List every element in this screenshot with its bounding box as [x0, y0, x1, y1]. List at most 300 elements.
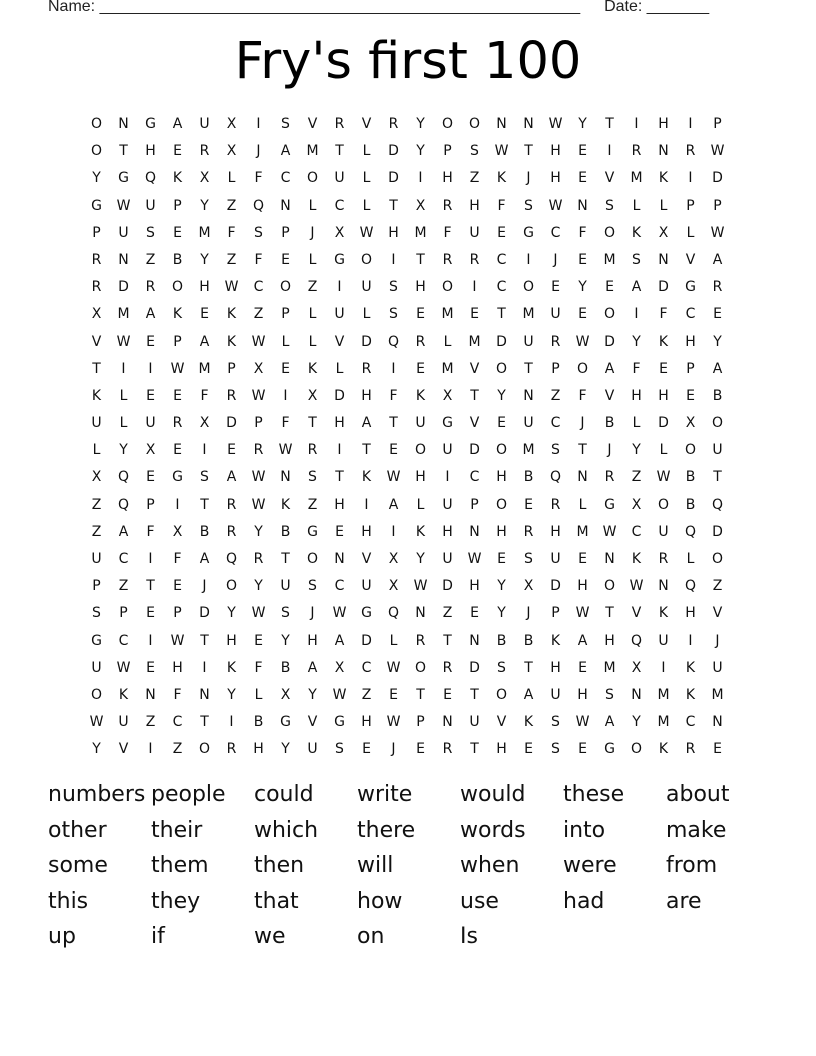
grid-letter: P	[173, 197, 182, 214]
grid-letter: K	[685, 659, 696, 676]
grid-letter: M	[198, 360, 211, 377]
grid-letter: S	[281, 605, 290, 622]
grid-letter: P	[119, 605, 128, 622]
grid-letter: E	[173, 224, 182, 241]
word-list-item: their	[151, 817, 203, 843]
grid-letter: K	[91, 387, 102, 404]
grid-letter: I	[148, 360, 153, 377]
word-list	[48, 780, 769, 958]
grid-letter: P	[551, 605, 560, 622]
grid-letter: F	[578, 224, 587, 241]
grid-letter: O	[468, 116, 481, 132]
grid-letter: T	[443, 632, 452, 649]
grid-letter: I	[391, 523, 396, 540]
grid-letter: E	[578, 251, 587, 268]
grid-letter: G	[172, 469, 183, 486]
grid-letter: R	[226, 741, 237, 758]
grid-letter: I	[418, 170, 423, 187]
grid-letter: E	[146, 605, 155, 622]
grid-letter: H	[415, 469, 426, 486]
grid-letter: T	[308, 415, 317, 432]
grid-letter: H	[469, 578, 480, 595]
grid-letter: I	[445, 469, 450, 486]
grid-letter: S	[200, 469, 209, 486]
grid-letter: T	[200, 496, 209, 513]
grid-letter: S	[254, 224, 263, 241]
grid-letter: V	[469, 360, 480, 377]
grid-letter: I	[121, 360, 126, 377]
grid-letter: S	[551, 442, 560, 459]
grid-letter: C	[631, 523, 642, 540]
grid-letter: F	[281, 415, 290, 432]
grid-letter: R	[442, 251, 453, 268]
grid-letter: S	[551, 714, 560, 731]
grid-letter: E	[200, 306, 209, 323]
grid-letter: B	[523, 469, 534, 486]
grid-letter: U	[550, 686, 561, 703]
grid-letter: E	[173, 143, 182, 160]
grid-letter: R	[523, 523, 534, 540]
grid-letter: I	[607, 143, 612, 160]
grid-letter: T	[524, 659, 533, 676]
grid-letter: O	[414, 442, 427, 459]
grid-letter: X	[199, 415, 210, 432]
grid-letter: Y	[254, 578, 263, 595]
grid-letter: I	[391, 360, 396, 377]
word-list-item: there	[357, 817, 416, 843]
grid-letter: Y	[227, 605, 236, 622]
grid-letter: M	[468, 333, 481, 350]
grid-letter: Q	[144, 170, 157, 187]
grid-letter: V	[496, 714, 507, 731]
grid-letter: V	[631, 605, 642, 622]
grid-letter: H	[172, 659, 183, 676]
grid-letter: Z	[145, 714, 156, 731]
grid-letter: N	[415, 605, 426, 622]
grid-letter: D	[361, 632, 372, 649]
grid-letter: Y	[200, 251, 209, 268]
grid-letter: F	[443, 224, 452, 241]
grid-letter: E	[578, 551, 587, 567]
grid-letter: R	[685, 741, 696, 758]
grid-letter: W	[575, 714, 590, 731]
grid-letter: E	[470, 306, 479, 323]
grid-letter: I	[148, 632, 153, 649]
grid-letter: R	[442, 197, 453, 214]
grid-letter: R	[442, 741, 453, 758]
grid-letter: H	[685, 605, 696, 622]
grid-letter: R	[388, 116, 399, 132]
date-label: Date:	[604, 0, 643, 15]
grid-letter: K	[658, 605, 669, 622]
grid-letter: U	[91, 415, 102, 432]
grid-letter: D	[118, 279, 129, 296]
grid-letter: Z	[226, 251, 237, 268]
grid-letter: R	[415, 632, 426, 649]
grid-letter: X	[145, 442, 156, 459]
grid-letter: E	[659, 360, 668, 377]
grid-letter: R	[469, 251, 480, 268]
grid-letter: E	[281, 251, 290, 268]
grid-letter: T	[200, 714, 209, 731]
grid-letter: Q	[117, 496, 130, 513]
grid-letter: Y	[632, 442, 641, 459]
grid-letter: S	[524, 197, 533, 214]
grid-letter: Y	[227, 686, 236, 703]
grid-letter: W	[116, 333, 131, 350]
grid-letter: S	[335, 741, 344, 758]
grid-letter: H	[361, 714, 372, 731]
grid-letter: R	[145, 279, 156, 296]
grid-letter: S	[524, 551, 533, 567]
grid-letter: N	[577, 197, 588, 214]
grid-letter: B	[280, 659, 291, 676]
grid-letter: K	[172, 306, 183, 323]
word-list-item: them	[151, 853, 209, 879]
date-blank: _______	[646, 0, 710, 15]
grid-letter: R	[712, 279, 723, 296]
grid-letter: O	[90, 143, 103, 160]
grid-letter: C	[550, 415, 561, 432]
grid-letter: T	[470, 686, 479, 703]
grid-letter: P	[551, 360, 560, 377]
grid-letter: U	[91, 551, 102, 567]
grid-letter: P	[281, 224, 290, 241]
grid-letter: R	[631, 143, 642, 160]
word-list-item: would	[460, 782, 526, 807]
grid-letter: M	[603, 659, 616, 676]
grid-letter: L	[659, 442, 668, 459]
grid-letter: A	[631, 279, 642, 296]
grid-letter: I	[256, 116, 261, 132]
grid-letter: M	[576, 523, 589, 540]
grid-letter: V	[712, 605, 723, 622]
grid-letter: Q	[252, 197, 265, 214]
grid-letter: H	[604, 632, 615, 649]
grid-letter: T	[389, 415, 398, 432]
grid-letter: J	[310, 224, 315, 241]
grid-letter: E	[281, 360, 290, 377]
grid-letter: O	[90, 686, 103, 703]
grid-letter: T	[389, 197, 398, 214]
word-list-item: if	[151, 924, 165, 950]
grid-letter: D	[388, 170, 399, 187]
grid-letter: E	[578, 741, 587, 758]
grid-letter: D	[712, 523, 723, 540]
grid-letter: Z	[172, 741, 183, 758]
grid-letter: X	[631, 496, 642, 513]
grid-letter: F	[659, 306, 668, 323]
grid-letter: K	[415, 523, 426, 540]
grid-letter: M	[441, 360, 454, 377]
grid-letter: L	[308, 306, 317, 323]
grid-letter: U	[415, 415, 426, 432]
grid-letter: N	[496, 116, 507, 132]
grid-letter: I	[202, 659, 207, 676]
grid-letter: U	[550, 551, 561, 567]
grid-letter: Q	[225, 551, 238, 567]
grid-letter: N	[631, 686, 642, 703]
grid-letter: R	[334, 116, 345, 132]
grid-letter: W	[170, 632, 185, 649]
grid-letter: X	[307, 387, 318, 404]
grid-letter: N	[118, 251, 129, 268]
grid-letter: F	[146, 523, 155, 540]
grid-letter: R	[307, 442, 318, 459]
grid-letter: W	[710, 143, 725, 160]
grid-letter: O	[90, 116, 103, 132]
grid-letter: W	[278, 442, 293, 459]
grid-letter: Z	[307, 279, 318, 296]
grid-letter: R	[226, 523, 237, 540]
grid-letter: K	[280, 496, 291, 513]
grid-letter: L	[227, 170, 236, 187]
grid-letter: P	[281, 306, 290, 323]
grid-letter: D	[658, 415, 669, 432]
grid-letter: T	[362, 442, 371, 459]
grid-letter: G	[145, 116, 156, 132]
grid-letter: U	[91, 659, 102, 676]
grid-letter: A	[604, 714, 615, 731]
grid-letter: H	[388, 224, 399, 241]
grid-letter: B	[685, 496, 696, 513]
grid-letter: I	[229, 714, 234, 731]
name-label: Name:	[48, 0, 96, 15]
grid-letter: K	[226, 659, 237, 676]
grid-letter: I	[688, 632, 693, 649]
grid-letter: V	[361, 551, 372, 567]
grid-letter: J	[580, 415, 585, 432]
grid-letter: X	[334, 224, 345, 241]
grid-letter: T	[497, 306, 506, 323]
grid-letter: J	[310, 605, 315, 622]
grid-letter: D	[226, 415, 237, 432]
grid-letter: O	[711, 551, 724, 567]
grid-letter: Y	[200, 197, 209, 214]
grid-letter: I	[148, 551, 153, 567]
grid-letter: H	[658, 387, 669, 404]
grid-letter: Q	[549, 469, 562, 486]
grid-letter: V	[361, 116, 372, 132]
grid-letter: I	[526, 251, 531, 268]
grid-letter: L	[632, 415, 641, 432]
grid-letter: D	[199, 605, 210, 622]
grid-letter: W	[251, 333, 266, 350]
grid-letter: S	[389, 279, 398, 296]
grid-letter: Z	[307, 496, 318, 513]
grid-letter: O	[576, 360, 589, 377]
grid-letter: L	[119, 415, 128, 432]
grid-letter: U	[523, 333, 534, 350]
grid-letter: X	[91, 306, 102, 323]
grid-letter: U	[658, 523, 669, 540]
grid-letter: L	[362, 306, 371, 323]
grid-letter: P	[713, 116, 722, 132]
grid-letter: Y	[578, 279, 587, 296]
grid-letter: H	[685, 333, 696, 350]
grid-letter: O	[603, 578, 616, 595]
grid-letter: W	[386, 469, 401, 486]
grid-letter: E	[362, 741, 371, 758]
grid-letter: Z	[91, 523, 102, 540]
grid-letter: R	[550, 333, 561, 350]
grid-letter: Z	[469, 170, 480, 187]
grid-letter: N	[442, 714, 453, 731]
grid-letter: C	[685, 714, 696, 731]
grid-letter: N	[469, 523, 480, 540]
grid-letter: D	[712, 170, 723, 187]
grid-letter: G	[334, 251, 345, 268]
grid-letter: H	[658, 116, 669, 132]
grid-letter: U	[442, 551, 453, 567]
grid-letter: A	[712, 360, 723, 377]
grid-letter: R	[253, 551, 264, 567]
grid-letter: H	[361, 387, 372, 404]
grid-letter: E	[470, 605, 479, 622]
grid-letter: U	[523, 415, 534, 432]
grid-letter: U	[145, 415, 156, 432]
grid-letter: A	[226, 469, 237, 486]
grid-letter: T	[470, 741, 479, 758]
grid-letter: G	[442, 415, 453, 432]
word-list-item: about	[666, 782, 730, 807]
grid-letter: A	[172, 116, 183, 132]
grid-letter: T	[92, 360, 101, 377]
grid-letter: G	[91, 197, 102, 214]
grid-letter: R	[658, 551, 669, 567]
grid-letter: E	[416, 360, 425, 377]
grid-letter: L	[308, 333, 317, 350]
grid-letter: H	[577, 578, 588, 595]
grid-letter: N	[658, 143, 669, 160]
grid-letter: B	[199, 523, 210, 540]
grid-letter: O	[225, 578, 238, 595]
grid-letter: N	[712, 714, 723, 731]
grid-letter: Z	[226, 197, 237, 214]
page-title: Fry's first 100	[234, 32, 582, 91]
grid-letter: O	[171, 279, 184, 296]
grid-letter: U	[307, 741, 318, 758]
grid-letter: T	[713, 469, 722, 486]
grid-letter: H	[361, 523, 372, 540]
grid-letter: K	[631, 224, 642, 241]
grid-letter: Y	[92, 170, 101, 187]
grid-letter: A	[145, 306, 156, 323]
word-list-item: had	[563, 888, 605, 914]
grid-letter: X	[523, 578, 534, 595]
grid-letter: E	[497, 551, 506, 567]
grid-letter: A	[199, 333, 210, 350]
grid-letter: E	[389, 442, 398, 459]
grid-letter: W	[251, 496, 266, 513]
grid-letter: D	[496, 333, 507, 350]
grid-letter: E	[254, 632, 263, 649]
grid-letter: C	[550, 224, 561, 241]
grid-letter: B	[496, 632, 507, 649]
grid-letter: P	[713, 197, 722, 214]
grid-letter: W	[386, 659, 401, 676]
grid-letter: L	[92, 442, 101, 459]
word-list-item: will	[357, 853, 394, 879]
grid-letter: Y	[281, 741, 290, 758]
grid-letter: D	[388, 143, 399, 160]
grid-letter: U	[550, 306, 561, 323]
grid-letter: C	[253, 279, 264, 296]
grid-letter: H	[145, 143, 156, 160]
grid-letter: G	[91, 632, 102, 649]
grid-letter: S	[281, 116, 290, 132]
grid-letter: K	[658, 170, 669, 187]
grid-letter: R	[685, 143, 696, 160]
grid-letter: P	[254, 415, 263, 432]
grid-letter: G	[604, 496, 615, 513]
grid-letter: H	[496, 523, 507, 540]
grid-letter: O	[522, 279, 535, 296]
grid-letter: T	[416, 251, 425, 268]
grid-letter: A	[712, 251, 723, 268]
grid-letter: H	[253, 741, 264, 758]
grid-letter: X	[388, 551, 399, 567]
grid-letter: Y	[497, 605, 506, 622]
grid-letter: P	[686, 197, 695, 214]
word-list-item: we	[254, 924, 286, 950]
grid-letter: I	[337, 279, 342, 296]
grid-letter: I	[391, 251, 396, 268]
grid-letter: M	[657, 686, 670, 703]
grid-letter: U	[118, 714, 129, 731]
grid-letter: F	[200, 387, 209, 404]
grid-letter: N	[280, 469, 291, 486]
grid-letter: F	[227, 224, 236, 241]
grid-letter: B	[523, 632, 534, 649]
grid-letter: K	[415, 387, 426, 404]
grid-letter: H	[415, 279, 426, 296]
grid-letter: N	[658, 578, 669, 595]
grid-letter: D	[550, 578, 561, 595]
grid-letter: E	[227, 442, 236, 459]
grid-letter: X	[334, 659, 345, 676]
grid-letter: U	[334, 306, 345, 323]
grid-letter: H	[442, 523, 453, 540]
grid-letter: Q	[630, 632, 643, 649]
grid-letter: M	[630, 170, 643, 187]
word-list-item: could	[254, 782, 314, 807]
grid-letter: L	[416, 496, 425, 513]
grid-letter: E	[497, 224, 506, 241]
grid-letter: E	[443, 686, 452, 703]
grid-letter: J	[553, 251, 558, 268]
grid-letter: S	[146, 224, 155, 241]
grid-letter: E	[416, 741, 425, 758]
word-list-item: then	[254, 853, 305, 879]
grid-letter: P	[470, 496, 479, 513]
word-list-item: how	[357, 888, 403, 914]
grid-letter: W	[251, 605, 266, 622]
grid-letter: Z	[145, 251, 156, 268]
word-list-item: Is	[460, 924, 478, 950]
grid-letter: I	[283, 387, 288, 404]
grid-letter: H	[307, 632, 318, 649]
grid-letter: W	[332, 686, 347, 703]
grid-letter: Z	[550, 387, 561, 404]
grid-letter: D	[658, 279, 669, 296]
grid-letter: O	[441, 116, 454, 132]
grid-letter: I	[688, 116, 693, 132]
grid-letter: B	[280, 523, 291, 540]
grid-letter: K	[496, 170, 507, 187]
grid-letter: X	[388, 578, 399, 595]
grid-letter: H	[199, 279, 210, 296]
